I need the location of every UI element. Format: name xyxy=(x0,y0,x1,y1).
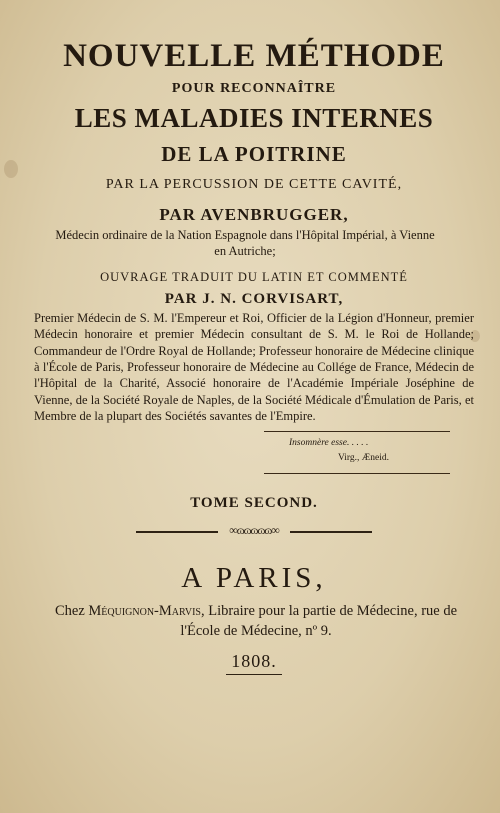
ornament-bar-left xyxy=(136,531,218,533)
title-line-2: POUR RECONNAÎTRE xyxy=(171,81,337,96)
ornamental-rule xyxy=(136,522,372,538)
title-line-4: DE LA POITRINE xyxy=(161,142,347,166)
imprint-year: 1808. xyxy=(231,650,277,671)
foxing-spot xyxy=(470,330,480,342)
title-line-3: LES MALADIES INTERNES xyxy=(74,103,434,133)
ornament-center: ∞ɷɷɷɷɷ∞ xyxy=(229,522,279,537)
epigraph-attribution: Virg., Æneid. xyxy=(338,452,389,463)
imprint-city: A PARIS, xyxy=(181,561,327,594)
title-line-1: NOUVELLE MÉTHODE xyxy=(63,38,445,74)
volume-label: TOME SECOND. xyxy=(190,494,318,511)
publisher-address: , Libraire pour la partie de Médecine, rue de l'École de Médecine, nº 9. xyxy=(180,602,458,639)
translator-description: Premier Médecin de S. M. l'Empereur et Roi, Officier de la Légion d'Honneur, premier Médecin honoraire et premier Médecin consultant de S. M. le Roi de Hollande; Commandeur de l'Ordre Royal de Hollande; Professeur honoraire de Médecine clinique à l'École de Paris, Professeur honoraire de Médecine au Collége de France, Médecin de l'Hôpital de la Charité, Associé honoraire de l'Académie Impériale Joséphine de Vienne, de la Société Royale de Naples, de la Société Médicale d'Émulation de Paris, et Membre de la plupart des Sociétés savantes de l'Empire. xyxy=(34,310,474,424)
translation-note: OUVRAGE TRADUIT DU LATIN ET COMMENTÉ xyxy=(100,269,408,284)
year-rule xyxy=(226,674,282,675)
author-description: Médecin ordinaire de la Nation Espagnole dans l'Hôpital Impérial, à Vienne en Autriche; xyxy=(55,228,435,259)
foxing-spot xyxy=(4,160,18,178)
imprint-publisher xyxy=(44,601,468,641)
translator-byline: PAR J. N. CORVISART, xyxy=(164,290,344,307)
epigraph-rule-bottom xyxy=(264,473,450,474)
author-byline: PAR AVENBRUGGER, xyxy=(159,205,349,224)
epigraph-rule-top xyxy=(264,431,450,432)
epigraph-quote: Insomnère esse. . . . . xyxy=(289,437,369,448)
epigraph xyxy=(34,429,474,477)
imprint-year-block xyxy=(219,651,289,675)
publisher-prefix: Chez xyxy=(54,602,89,619)
title-line-5: PAR LA PERCUSSION DE CETTE CAVITÉ, xyxy=(105,177,403,192)
ornament-bar-right xyxy=(290,531,372,533)
publisher-name: Méquignon-Marvis xyxy=(88,602,201,619)
